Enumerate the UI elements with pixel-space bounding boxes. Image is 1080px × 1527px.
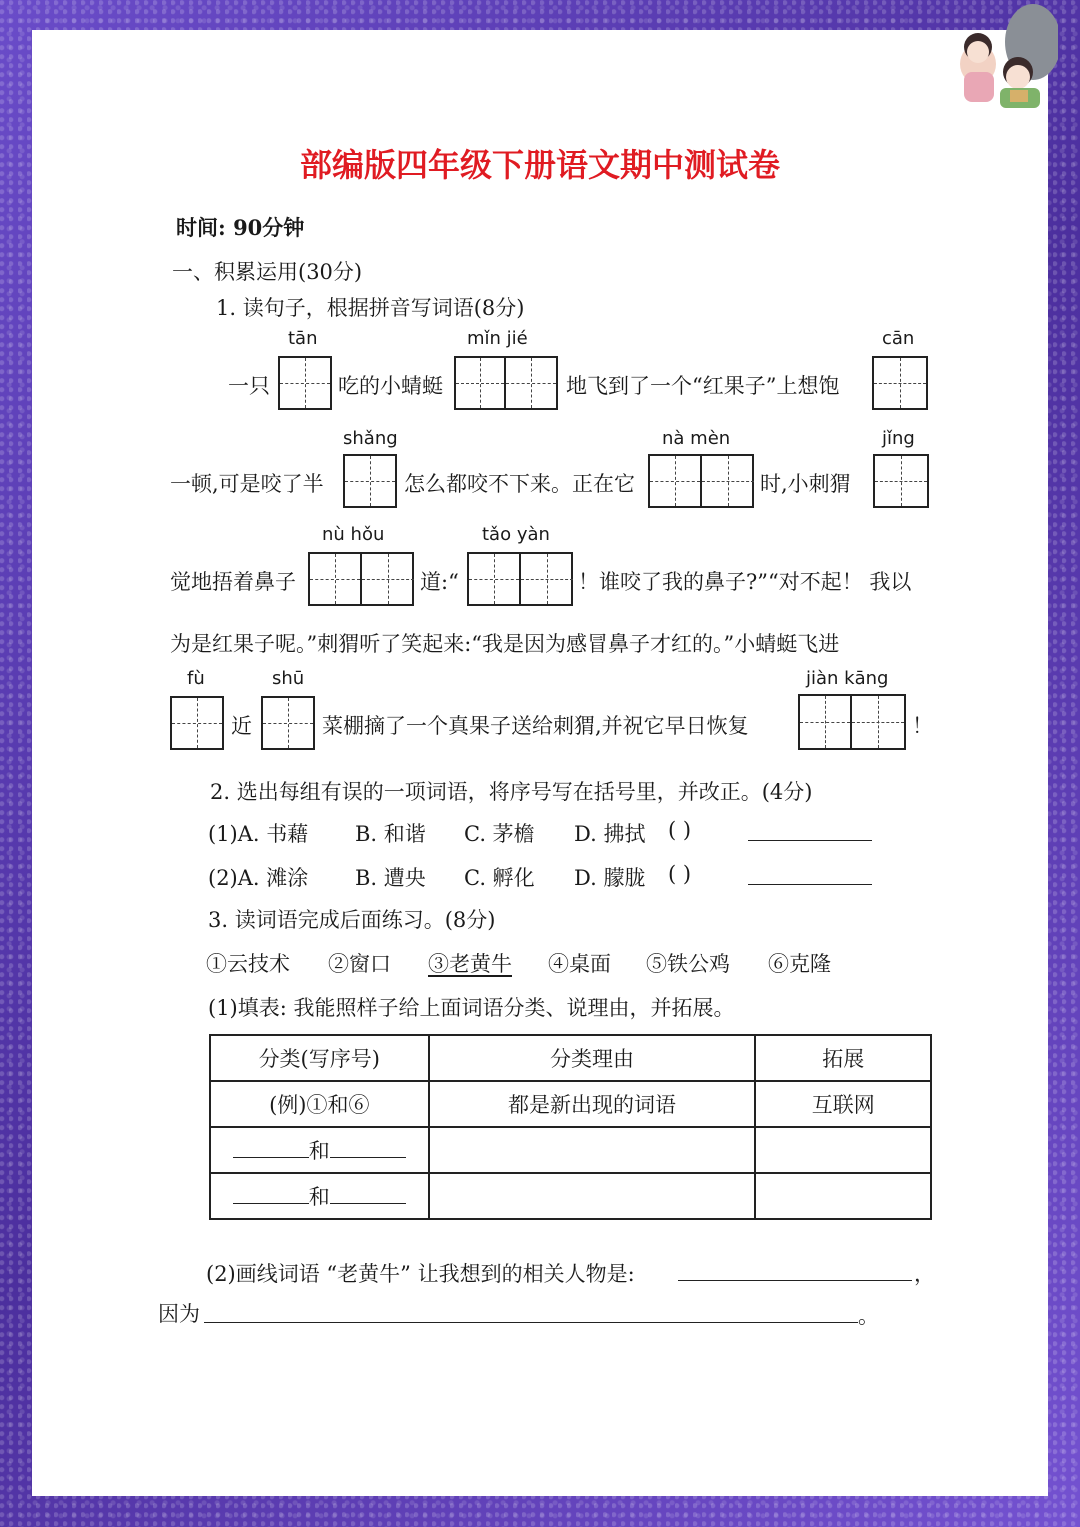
q2-row1-c: C. 茅檐: [464, 822, 535, 846]
comma: ，: [914, 1262, 935, 1286]
table-row: [210, 1081, 931, 1127]
pinyin-jing: jǐng: [882, 428, 915, 449]
answer-line[interactable]: [678, 1280, 912, 1281]
he-label: 和: [308, 1185, 330, 1209]
pinyin-fu: fù: [187, 668, 205, 689]
question-2-heading: 2. 选出每组有误的一项词语，将序号写在括号里，并改正。(4分): [210, 780, 813, 804]
question-3-heading: 3. 读词语完成后面练习。(8分): [208, 908, 496, 932]
table-cell[interactable]: [210, 1127, 429, 1173]
sentence-text: 怎么都咬不下来。正在它: [404, 472, 635, 496]
answer-line[interactable]: [748, 884, 872, 885]
q2-row2-paren: ( ): [668, 862, 692, 886]
answer-box[interactable]: [261, 696, 315, 750]
q2-row2-d: D. 朦胧: [574, 866, 646, 890]
answer-box[interactable]: [308, 552, 414, 606]
time-label: 时间: 90分钟: [176, 215, 305, 240]
sentence-text: 近: [231, 714, 252, 738]
word-item: ④桌面: [548, 952, 611, 976]
sentence-text: 一顿,可是咬了半: [170, 472, 324, 496]
answer-box[interactable]: [343, 454, 397, 508]
table-cell: 互联网: [755, 1081, 931, 1127]
sentence-text: 一只: [228, 374, 270, 398]
period: 。: [858, 1304, 879, 1328]
answer-box[interactable]: [454, 356, 558, 410]
answer-line[interactable]: [748, 840, 872, 841]
answer-box[interactable]: [648, 454, 754, 508]
table-cell[interactable]: [210, 1173, 429, 1219]
word-item: ⑤铁公鸡: [646, 952, 730, 976]
word-item: ①云技术: [206, 952, 290, 976]
table-cell: (例)①和⑥: [210, 1081, 429, 1127]
table-row: [210, 1173, 931, 1219]
pinyin-tao-yan: tǎo yàn: [482, 524, 550, 545]
table-cell[interactable]: [755, 1173, 931, 1219]
answer-box[interactable]: [278, 356, 332, 410]
pinyin-can: cān: [882, 328, 915, 349]
sentence-text: 为是红果子呢。”刺猬听了笑起来:“我是因为感冒鼻子才红的。”小蜻蜓飞进: [170, 632, 840, 656]
answer-box[interactable]: [170, 696, 224, 750]
q2-row1-paren: ( ): [668, 818, 692, 842]
pinyin-shu: shū: [272, 668, 305, 689]
sentence-text: ！: [912, 714, 933, 738]
sentence-text: 时,小刺猬: [760, 472, 851, 496]
sentence-text: 道:“: [420, 570, 459, 594]
pinyin-nu-hou: nù hǒu: [322, 524, 385, 545]
pinyin-jian-kang: jiàn kāng: [806, 668, 889, 689]
sentence-text: 觉地捂着鼻子: [170, 570, 296, 594]
table-header: 分类理由: [429, 1035, 756, 1081]
table-cell: 都是新出现的词语: [429, 1081, 756, 1127]
answer-box[interactable]: [798, 694, 906, 750]
sentence-text: 菜棚摘了一个真果子送给刺猬,并祝它早日恢复: [322, 714, 749, 738]
pinyin-na-men: nà mèn: [662, 428, 731, 449]
answer-box[interactable]: [873, 454, 929, 508]
answer-box[interactable]: [467, 552, 573, 606]
pinyin-tan: tān: [288, 328, 318, 349]
sentence-text: 吃的小蜻蜓: [338, 374, 443, 398]
answer-line[interactable]: [204, 1322, 858, 1323]
q2-row2-c: C. 孵化: [464, 866, 535, 890]
table-header: 拓展: [755, 1035, 931, 1081]
word-item: ②窗口: [328, 952, 391, 976]
pinyin-min-jie: mǐn jié: [467, 328, 528, 349]
word-item: ⑥克隆: [768, 952, 831, 976]
sentence-text: 地飞到了一个“红果子”上想饱: [566, 374, 840, 398]
table-row: [210, 1127, 931, 1173]
reading-children-illustration: [938, 2, 1058, 112]
pinyin-shang: shǎng: [343, 428, 398, 449]
he-label: 和: [308, 1139, 330, 1163]
q2-row2-a: (2)A. 滩涂: [208, 866, 309, 890]
q3-sub1: (1)填表: 我能照样子给上面词语分类、说理由，并拓展。: [208, 996, 735, 1020]
classification-table: [209, 1034, 932, 1220]
because-label: 因为: [158, 1302, 200, 1326]
q2-row1-b: B. 和谐: [355, 822, 426, 846]
table-header-row: [210, 1035, 931, 1081]
table-header: 分类(写序号): [210, 1035, 429, 1081]
answer-box[interactable]: [872, 356, 928, 410]
word-item-underlined: ③老黄牛: [428, 952, 512, 976]
section-heading: 一、积累运用(30分): [172, 260, 363, 284]
page-title: 部编版四年级下册语文期中测试卷: [299, 146, 780, 184]
q2-row1-d: D. 拂拭: [574, 822, 646, 846]
table-cell[interactable]: [755, 1127, 931, 1173]
q2-row2-b: B. 遭央: [355, 866, 426, 890]
sentence-text: ！谁咬了我的鼻子?”“对不起！ 我以: [578, 570, 912, 594]
table-cell[interactable]: [429, 1173, 756, 1219]
q2-row1-a: (1)A. 书藉: [208, 822, 309, 846]
q3-sub2: (2)画线词语 “老黄牛” 让我想到的相关人物是:: [206, 1262, 635, 1286]
question-1-heading: 1. 读句子，根据拼音写词语(8分): [216, 296, 525, 320]
table-cell[interactable]: [429, 1127, 756, 1173]
